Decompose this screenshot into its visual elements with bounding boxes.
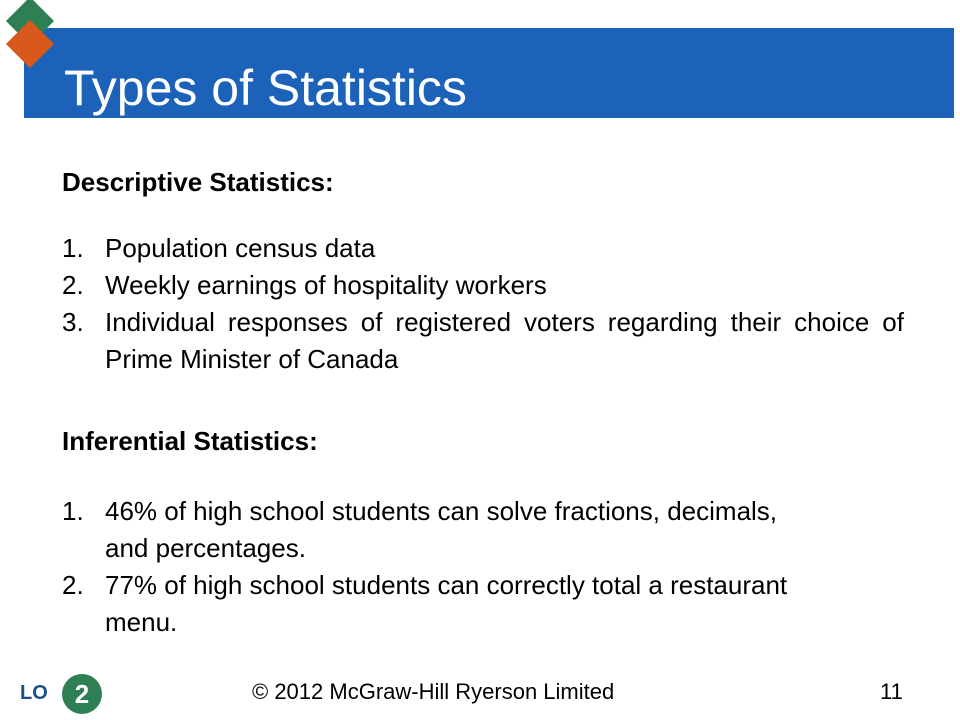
learning-objective-badge bbox=[14, 674, 106, 716]
list-text: Weekly earnings of hospitality workers bbox=[105, 270, 547, 300]
descriptive-heading: Descriptive Statistics: bbox=[62, 167, 334, 197]
list-number: 2. bbox=[62, 570, 84, 600]
inferential-list bbox=[62, 493, 822, 641]
list-number: 2. bbox=[62, 270, 84, 300]
list-text: Individual responses of registered voters regarding their choice of Prime Minister of Canada bbox=[105, 307, 904, 374]
list-text: 46% of high school students can solve fractions, decimals, and percentages. bbox=[105, 496, 778, 563]
list-text: 77% of high school students can correctly total a restaurant menu. bbox=[105, 570, 788, 637]
list-item bbox=[62, 567, 822, 641]
list-number: 3. bbox=[62, 307, 84, 337]
list-item bbox=[62, 493, 822, 567]
page-number: 11 bbox=[880, 679, 903, 704]
list-item bbox=[62, 267, 904, 304]
slide-title: Types of Statistics bbox=[64, 60, 467, 116]
list-number: 1. bbox=[62, 233, 84, 263]
list-item bbox=[62, 230, 904, 267]
copyright-footer: © 2012 McGraw-Hill Ryerson Limited bbox=[252, 679, 615, 704]
list-number: 1. bbox=[62, 496, 84, 526]
descriptive-list bbox=[62, 230, 904, 378]
list-item bbox=[62, 304, 904, 378]
lo-number: 2 bbox=[62, 674, 102, 714]
inferential-heading: Inferential Statistics: bbox=[62, 426, 318, 456]
lo-label: LO bbox=[20, 682, 48, 704]
list-text: Population census data bbox=[105, 233, 376, 263]
